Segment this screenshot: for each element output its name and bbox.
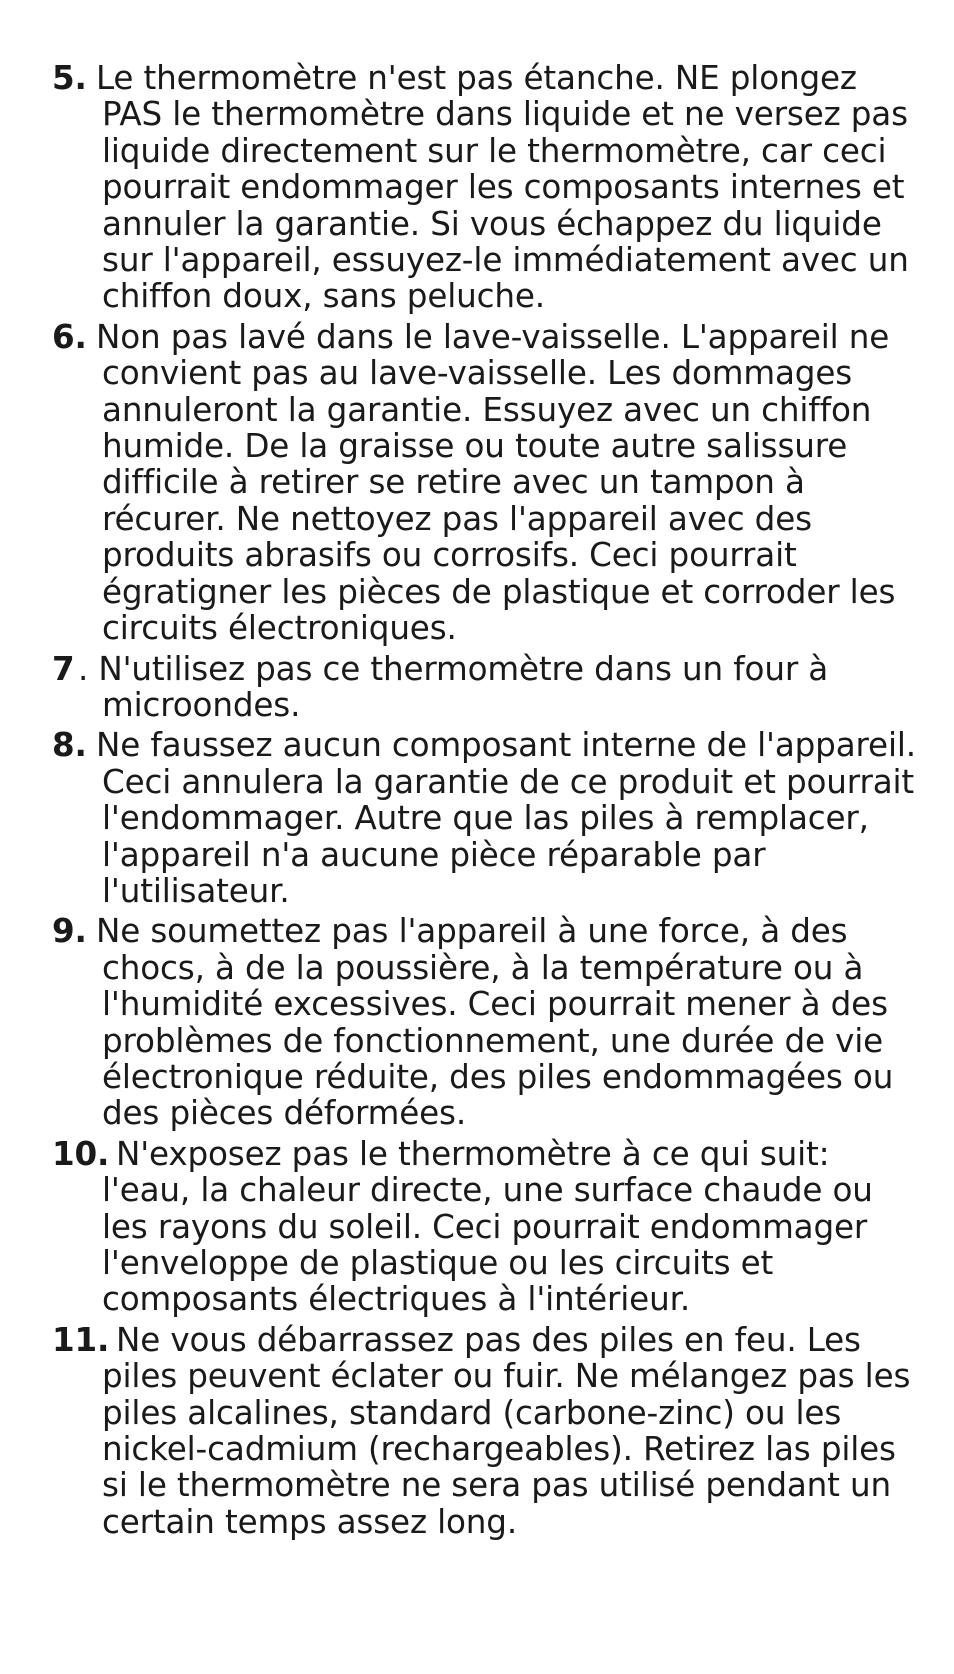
- warning-item-9: [52, 913, 927, 1131]
- warning-item-5: [52, 60, 927, 315]
- item-number: 11.: [52, 1320, 110, 1359]
- item-text: N'exposez pas le thermomètre à ce qui suit: l'eau, la chaleur directe, une surface chaude ou les rayons du soleil. Ceci pourrait endommager l'enveloppe de plastique ou les circuits et composants électriques à l'intérieur.: [102, 1134, 873, 1319]
- warning-item-6: [52, 319, 927, 647]
- item-number: 6.: [52, 317, 87, 356]
- warning-list: [52, 60, 927, 1544]
- item-number: 9.: [52, 912, 87, 951]
- item-text: . N'utilisez pas ce thermomètre dans un four à microondes.: [78, 649, 829, 724]
- item-text: Non pas lavé dans le lave-vaisselle. L'appareil ne convient pas au lave-vaisselle. Les dommages annuleront la garantie. Essuyez avec un chiffon humide. De la graisse ou toute autre salissure difficile à retirer se retire avec un tampon à récurer. Ne nettoyez pas l'appareil avec des produits abrasifs ou corrosifs. Ceci pourrait égratigner les pièces de plastique et corroder les circuits électroniques.: [96, 317, 896, 648]
- item-text: Ne soumettez pas l'appareil à une force, à des chocs, à de la poussière, à la température ou à l'humidité excessives. Ceci pourrait mener à des problèmes de fonctionnement, une durée de vie électronique réduite, des piles endommagées ou des pièces déformées.: [96, 912, 894, 1133]
- item-number: 7: [52, 649, 75, 688]
- item-number: 5.: [52, 59, 87, 97]
- warning-item-8: [52, 727, 927, 909]
- item-text: Le thermomètre n'est pas étanche. NE plongez PAS le thermomètre dans liquide et ne versez pas liquide directement sur le thermomètre, car ceci pourrait endommager les composants internes et annuler la garantie. Si vous échappez du liquide sur l'appareil, essuyez-le immédiatement avec un chiffon doux, sans peluche.: [96, 59, 909, 316]
- warning-item-10: [52, 1136, 927, 1318]
- item-text: Ne vous débarrassez pas des piles en feu. Les piles peuvent éclater ou fuir. Ne mélangez pas les piles alcalines, standard (carbone-zinc) ou les nickel-cadmium (rechargeables). Retirez las piles si le thermomètre ne sera pas utilisé pendant un certain temps assez long.: [102, 1320, 911, 1541]
- item-number: 10.: [52, 1134, 110, 1173]
- item-text: Ne faussez aucun composant interne de l'appareil. Ceci annulera la garantie de ce produit et pourrait l'endommager. Autre que las piles à remplacer, l'appareil n'a aucune pièce réparable par l'utilisateur.: [96, 726, 916, 910]
- warning-item-7: [52, 651, 927, 724]
- item-number: 8.: [52, 726, 87, 765]
- warning-item-11: [52, 1322, 927, 1540]
